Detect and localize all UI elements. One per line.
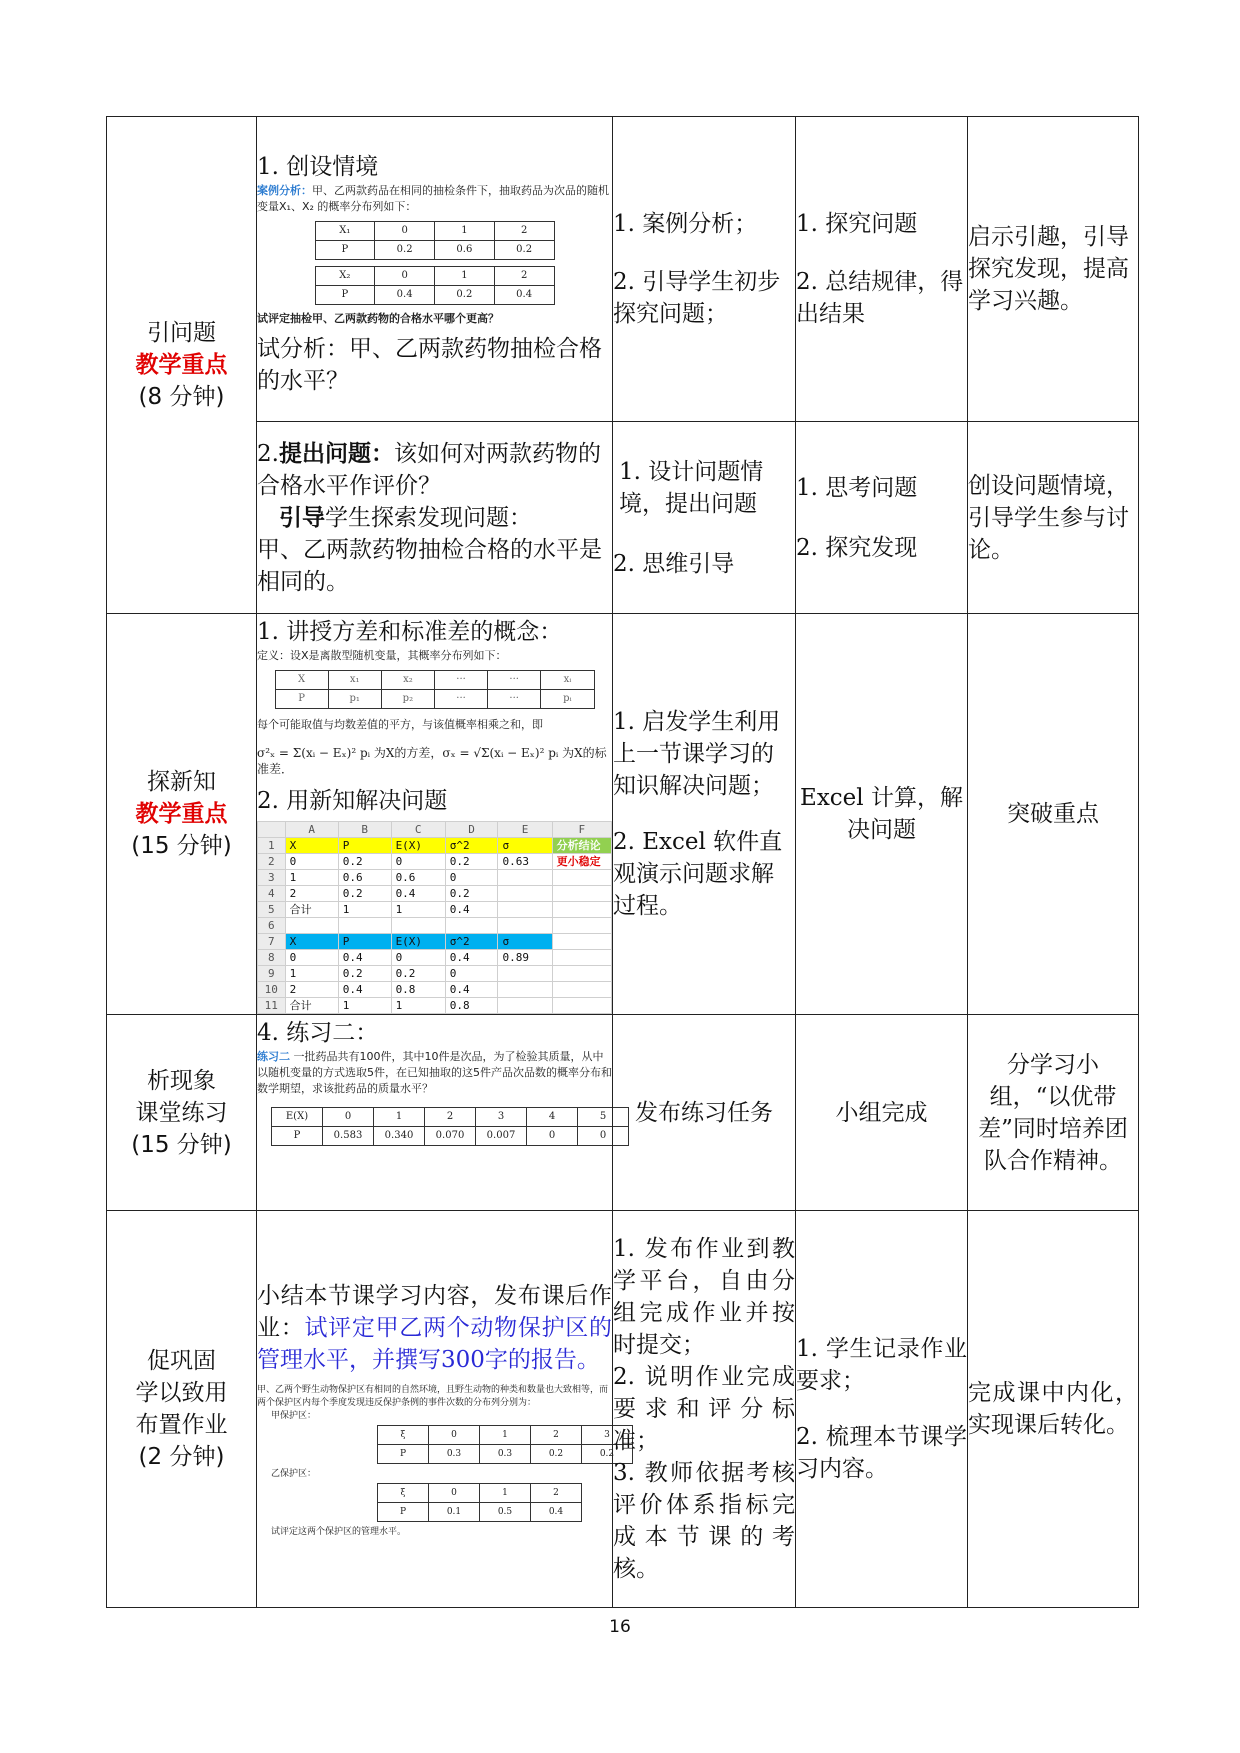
definition-text: 定义：设X是离散型随机变量，其概率分布列如下：: [257, 649, 507, 662]
stage-focus: 教学重点: [135, 352, 228, 378]
stage-title: 促巩固: [147, 1348, 216, 1374]
row-introduce-b: [107, 422, 1139, 614]
intent-cell: 创设问题情境，引导学生参与讨论。: [968, 422, 1139, 614]
bold-label: 提出问题：: [278, 439, 394, 467]
zone-a-label: 甲保护区：: [271, 1410, 317, 1421]
teacher-cell: [613, 1211, 796, 1608]
stage-time: (8 分钟): [138, 384, 225, 410]
intent-cell: 突破重点: [968, 614, 1139, 1015]
homework-intro: 甲、乙两个野生动物保护区有相同的自然环境，且野生动物的种类和数量也大致相等，而两个保护区内每个季度发现违反保护条例的事件次数的分布列分别为：: [257, 1384, 609, 1408]
student-cell: 小组完成: [796, 1015, 968, 1211]
student-item: 2. 总结规律，得出结果: [796, 269, 964, 327]
student-cell: [796, 422, 968, 614]
zone-a-table: ξ 0 1 2 3 P 0.3 0.3 0.2 0.2: [377, 1425, 633, 1464]
teacher-cell: 发布练习任务: [613, 1015, 796, 1211]
stage-time: (15 分钟): [131, 833, 232, 859]
teacher-item: 3. 教师依据考核评价体系指标完成本节课的考核。: [613, 1460, 795, 1582]
student-item: 1. 学生记录作业要求；: [796, 1336, 967, 1394]
student-cell: [796, 117, 968, 422]
teacher-item: 1. 启发学生利用上一节课学习的知识解决问题；: [613, 709, 781, 799]
section-heading: 4. 练习二：: [257, 1020, 379, 1046]
variance-formula: σ²ₓ = Σ(xᵢ − Eₓ)² pᵢ 为X的方差，σₓ = √Σ(xᵢ − Eₓ)² pᵢ 为X的标准差．: [257, 746, 607, 776]
stage-title: 析现象: [147, 1067, 216, 1094]
teacher-cell: [613, 614, 796, 1015]
teacher-item: 1. 发布作业到教学平台，自由分组完成作业并按时提交；: [613, 1236, 795, 1358]
excel-sheet: A B C D E F 1 X P E(X) σ^2 σ 分析结论 2 0 0.2 0 0.2 0.63 更小稳定 3 1 0.6 0.6 0 4 2 0.2 0.4 0.2 5 合计 1 1 0.4 6 7 X P E(X) σ^2 σ 8 0 0.4 0 0.4 0.89 9 1 0.2 0.2 0 10 2 0.4 0.8 0.4 11 合计 1 1 0.8: [257, 821, 612, 1014]
stage-subtitle: 课堂练习: [135, 1099, 228, 1126]
case-figure: [257, 183, 612, 327]
section-heading: 1. 创设情境: [257, 154, 379, 180]
stage-time: (15 分钟): [131, 1131, 232, 1158]
teacher-item: 2. Excel 软件直观演示问题求解过程。: [613, 829, 783, 919]
teacher-item: 1. 案例分析；: [613, 211, 758, 237]
summary-text: 小结本节课学习内容，发布课后作业：: [257, 1282, 612, 1341]
stage-title: 引问题: [147, 320, 216, 346]
homework-figure: [257, 1384, 615, 1539]
student-cell: [796, 1211, 968, 1608]
content-cell: [257, 1211, 613, 1608]
content-cell: [257, 117, 613, 422]
exercise-text: 一批药品共有100件，其中10件是次品，为了检验其质量，从中以随机变量的方式选取5件，在已知抽取的这5件产品次品数的概率分布和数学期望，求该批药品的质量水平？: [257, 1050, 612, 1095]
intent-cell: 启示引趣，引导探究发现，提高学习兴趣。: [968, 117, 1139, 422]
analysis-text: 试分析：甲、乙两款药物抽检合格的水平？: [257, 336, 602, 394]
content-cell: 2.提出问题：该如何对两款药物的合格水平作评价？ 引导学生探索发现问题： 甲、乙两款药物抽检合格的水平是相同的。: [257, 422, 613, 614]
definition-text-2: 每个可能取值与均数差值的平方，与该值概率相乘之和，即: [257, 718, 543, 731]
student-item: 1. 思考问题: [796, 474, 918, 501]
content-cell: [257, 1015, 613, 1211]
row-homework: [107, 1211, 1139, 1608]
row-explore: [107, 614, 1139, 1015]
zone-b-label: 乙保护区：: [271, 1468, 317, 1479]
exercise-label: 练习二: [257, 1050, 290, 1063]
teacher-cell: [613, 422, 796, 614]
stage-cell-3: [107, 1015, 257, 1211]
stage-subtitle-2: 布置作业: [135, 1412, 228, 1438]
teacher-cell: [613, 117, 796, 422]
case-text: 甲、乙两款药品在相同的抽检条件下，抽取药品为次品的随机变量X₁、X₂ 的概率分布列如下：: [257, 184, 609, 213]
intent-cell: 完成课中内化，实现课后转化。: [968, 1211, 1139, 1608]
intent-cell: 分学习小组，“以优带差”同时培养团队合作精神。: [968, 1015, 1139, 1211]
stage-title: 探新知: [147, 769, 216, 795]
stage-cell-4: [107, 1211, 257, 1608]
stage-cell-2: [107, 614, 257, 1015]
row-introduce-a: [107, 117, 1139, 422]
def-table: X x₁ x₂ ··· ··· xᵢ P p₁ p₂ ··· ··· pᵢ: [275, 670, 595, 709]
case-question: 试评定抽检甲、乙两款药物的合格水平哪个更高？: [257, 312, 499, 325]
teacher-item: 2. 说明作业完成要求和评分标准；: [613, 1364, 795, 1454]
teacher-item: 2. 思维引导: [613, 550, 735, 577]
dist-table-2: X₂ 0 1 2 P 0.4 0.2 0.4: [315, 266, 555, 305]
homework-task: 试评定甲乙两个动物保护区的管理水平，并撰写300字的报告。: [257, 1314, 613, 1373]
content-cell: [257, 614, 613, 1015]
case-label: 案例分析：: [257, 184, 312, 197]
exercise-figure: [257, 1049, 612, 1146]
page-number: 16: [609, 1617, 631, 1637]
conclusion-text: 甲、乙两款药物抽检合格的水平是相同的。: [257, 536, 602, 595]
definition-figure: [257, 648, 612, 777]
section-heading: 1. 讲授方差和标准差的概念：: [257, 619, 563, 645]
teacher-item: 2. 引导学生初步探究问题；: [613, 269, 781, 327]
student-item: 2. 梳理本节课学习内容。: [796, 1424, 967, 1482]
stage-time: (2 分钟): [138, 1444, 225, 1470]
stage-cell-1: [107, 117, 257, 614]
teacher-item: 1. 设计问题情境，提出问题: [619, 458, 764, 517]
lesson-plan-table: [106, 116, 1139, 1608]
student-item: 2. 探究发现: [796, 534, 918, 561]
exercise-table: E(X) 0 1 2 3 4 5 P 0.583 0.340 0.070 0.007 0 0: [271, 1107, 629, 1146]
homework-question: 试评定这两个保护区的管理水平。: [271, 1526, 407, 1537]
stage-focus: 教学重点: [135, 801, 228, 827]
row-practice: [107, 1015, 1139, 1211]
dist-table-1: X₁ 0 1 2 P 0.2 0.6 0.2: [315, 221, 555, 260]
zone-b-table: ξ 0 1 2 P 0.1 0.5 0.4: [377, 1483, 582, 1522]
student-cell: Excel 计算，解决问题: [796, 614, 968, 1015]
student-item: 1. 探究问题: [796, 211, 918, 237]
stage-subtitle: 学以致用: [135, 1380, 228, 1406]
section-heading: 2. 用新知解决问题: [257, 788, 448, 814]
bold-label: 引导: [279, 503, 325, 531]
